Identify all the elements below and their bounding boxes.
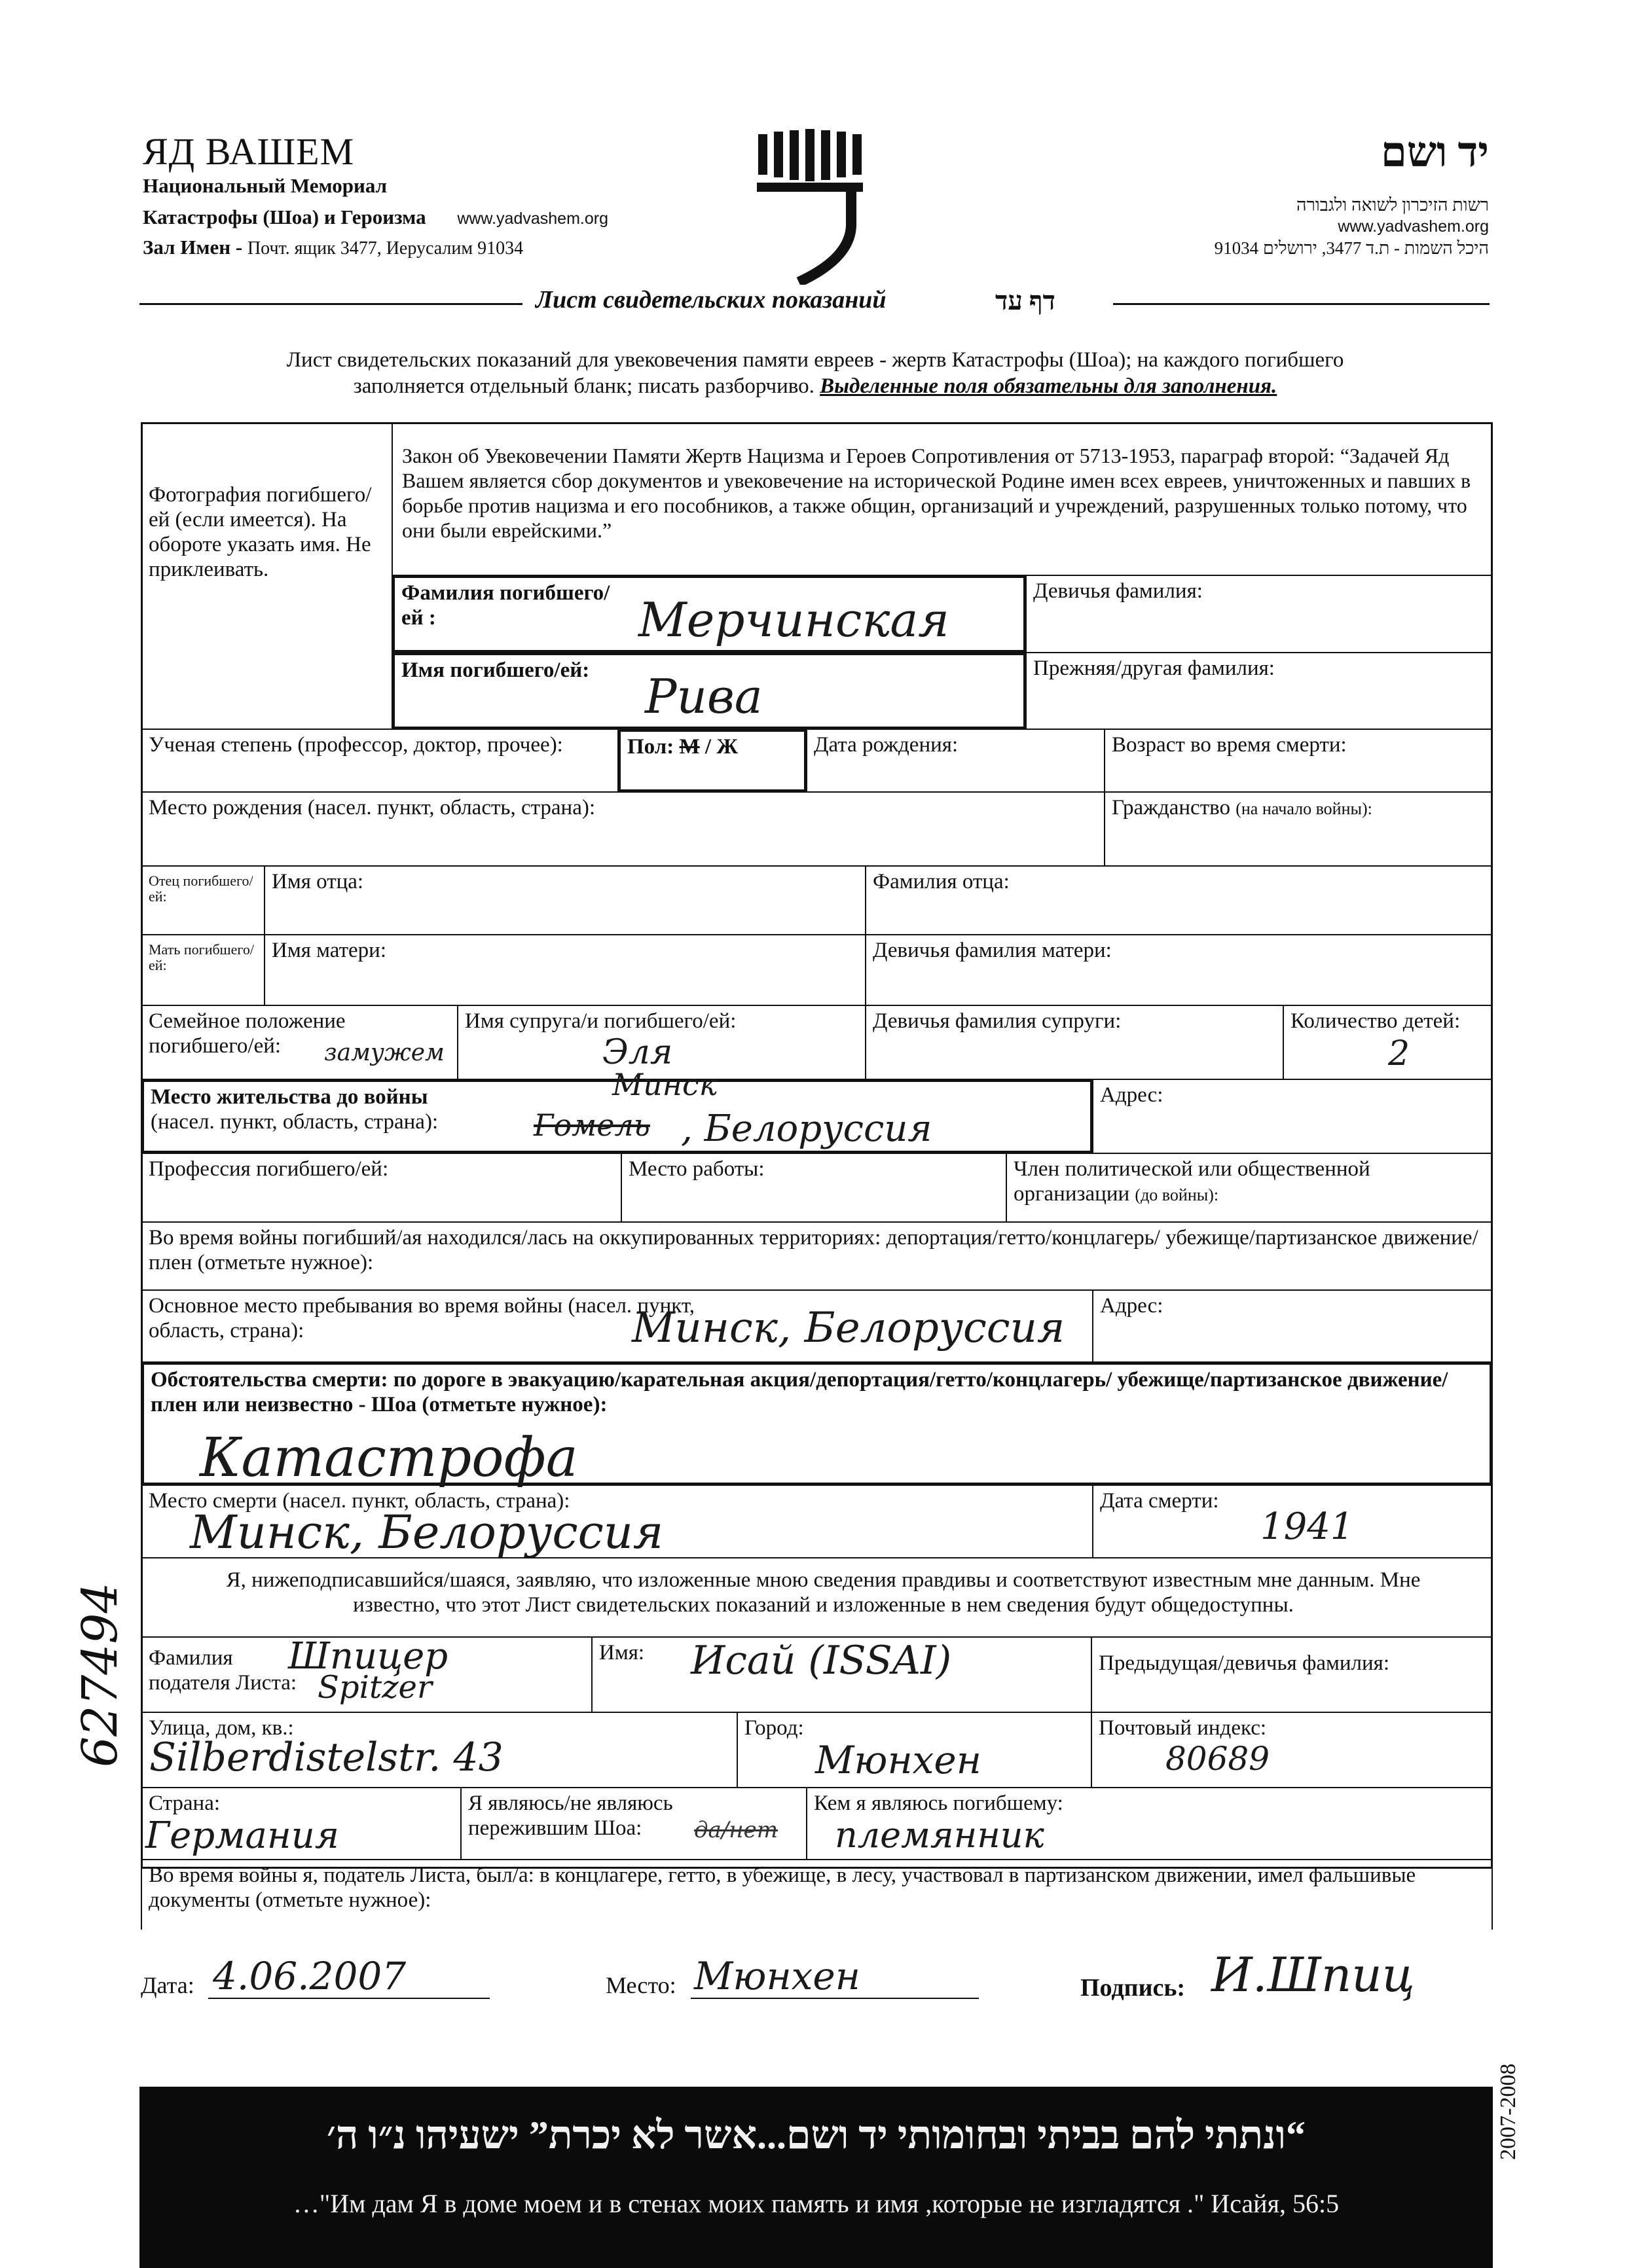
death-date-value: 1941 xyxy=(1260,1505,1354,1548)
first-name-label: Имя погибшего/ей: xyxy=(401,658,590,682)
mother-name-field[interactable]: Имя матери: xyxy=(264,934,866,1006)
signature-label: Подпись: xyxy=(1080,1974,1186,2002)
wartime-address-field[interactable]: Адрес: xyxy=(1092,1289,1493,1363)
date-label: Дата: xyxy=(141,1972,194,1998)
yad-vashem-title-he: יד ושם xyxy=(1380,129,1489,175)
sheet-title-he: דף עד xyxy=(995,286,1055,315)
mother-side-label: Мать погибшего/ ей: xyxy=(141,934,265,1006)
father-name-field[interactable]: Имя отца: xyxy=(264,865,866,935)
sex-female: / Ж xyxy=(705,735,738,759)
zip-field[interactable]: Почтовый индекс: xyxy=(1091,1712,1493,1788)
memorial-line-2-text: Катастрофы (Шоа) и Героизма xyxy=(143,206,426,228)
postal-address-ru: Почт. ящик 3477, Иерусалим 91034 xyxy=(247,238,524,259)
country-value: Германия xyxy=(145,1814,339,1857)
residence-value-struck: Гомель xyxy=(534,1107,650,1143)
birthplace-field[interactable]: Место рождения (насел. пункт, область, страна): xyxy=(141,791,1105,867)
intro-line-2-text: заполняется отдельный бланк; писать разборчиво. xyxy=(353,374,814,398)
organization-member-label: Член политической или общественной организации xyxy=(1014,1157,1370,1206)
website-ru: www.yadvashem.org xyxy=(457,209,608,228)
age-at-death-field[interactable]: Возраст во время смерти: xyxy=(1104,729,1493,793)
required-note: Выделенные поля обязательны для заполнения. xyxy=(820,374,1277,398)
father-surname-field[interactable]: Фамилия отца: xyxy=(865,865,1493,935)
memorial-line-he-1: רשות הזיכרון לשואה ולגבורה xyxy=(1296,195,1489,215)
law-text: Закон об Увековечении Памяти Жертв Нацизма и Героев Сопротивления от 5713-1953, параграф второй: “Задачей Яд Вашем является сбор документов и увековечение на исторической Родине имен всех евреев, уничтоженных и павших в борьбе против нацизма и его пособников, а также общин, организаций и учреждений, разрушенных только потому, что они были еврейскими.” xyxy=(392,422,1493,576)
residence-label: Место жительства до войны xyxy=(151,1085,428,1109)
quote-russian: …"Им дам Я в доме моем и в стенах моих память и имя ,которые не изгладятся ." Исайя, 56:5 xyxy=(293,2189,1340,2218)
spouse-name-field[interactable]: Имя супруга/и погибшего/ей: xyxy=(457,1005,866,1080)
father-side-label: Отец погибшего/ ей: xyxy=(141,865,265,935)
quote-hebrew: “ונתתי להם בביתי ובחומותי יד ושם...אשר לא יכרת” ישעיהו נ״ו ה׳ xyxy=(327,2114,1306,2157)
maiden-name-field[interactable]: Девичья фамилия: xyxy=(1025,575,1493,653)
citizenship-note: (на начало войны): xyxy=(1235,799,1372,818)
sheet-title: Лист свидетельских показаний xyxy=(536,286,887,314)
death-place-field[interactable]: Место смерти (насел. пункт, область, страна): xyxy=(141,1485,1093,1558)
marital-status-value: замужем xyxy=(324,1039,445,1066)
children-count-field[interactable]: Количество детей: xyxy=(1283,1005,1493,1080)
residence-address-field[interactable]: Адрес: xyxy=(1092,1079,1493,1154)
street-field[interactable]: Улица, дом, кв.: xyxy=(141,1712,738,1788)
sex-label: Пол: xyxy=(627,735,674,759)
submitter-surname-value: Шпицер xyxy=(288,1635,448,1678)
zip-value: 80689 xyxy=(1165,1740,1270,1778)
memorial-line-2 xyxy=(143,206,608,229)
street-value: Silberdistelstr. 43 xyxy=(149,1735,503,1780)
place-label: Место: xyxy=(606,1972,676,1998)
death-circumstances-options: по дороге в эвакуацию/карательная акция/депортация/гетто/концлагерь/ убежище/партизанское движение/плен или неизвестно - Шоа (отметьте нужное): xyxy=(151,1368,1448,1416)
website-he: www.yadvashem.org xyxy=(1338,217,1489,236)
yad-vashem-logo-icon xyxy=(753,128,868,285)
death-circumstances-value: Катастрофа xyxy=(200,1427,578,1489)
surname-value: Мерчинская xyxy=(638,592,949,647)
memorial-line-he-3: היכל השמות - ת.ד 3477, ירושלים 91034 xyxy=(1214,238,1489,258)
city-value: Мюнхен xyxy=(815,1738,981,1782)
sex-field[interactable] xyxy=(617,729,807,793)
submitter-name-field[interactable]: Имя: xyxy=(591,1636,1092,1713)
marital-status-field[interactable]: Семейное положение погибшего/ей: xyxy=(141,1005,458,1080)
submitter-surname-latin: Spitzer xyxy=(318,1669,432,1706)
first-name-value: Рива xyxy=(645,669,763,724)
date-value[interactable]: 4.06.2007 xyxy=(213,1954,407,1998)
death-circumstances-label: Обстоятельства смерти: xyxy=(151,1368,388,1392)
spouse-maiden-field[interactable]: Девичья фамилия супруги: xyxy=(865,1005,1284,1080)
memorial-line-3 xyxy=(143,236,523,259)
city-field[interactable]: Город: xyxy=(737,1712,1092,1788)
organization-member-note: (до войны): xyxy=(1135,1185,1219,1204)
title-rule-right xyxy=(1113,303,1490,305)
residence-value: , Белоруссия xyxy=(681,1107,932,1150)
residence-sublabel: (насел. пункт, область, страна): xyxy=(151,1110,439,1134)
intro-text xyxy=(177,347,1454,399)
wartime-place-value: Минск, Белоруссия xyxy=(632,1304,1065,1352)
surname-label: Фамилия погибшего/ей : xyxy=(401,581,610,630)
declaration-text: Я, нижеподписавшийся/шаяся, заявляю, что изложенные мною сведения правдивы и соответствуют известным мне данным. Мне известно, что этот Лист свидетельских показаний и изложенные в нем сведения будут общедоступны. xyxy=(141,1557,1493,1638)
title-rule-left xyxy=(139,303,522,305)
photo-box[interactable]: Фотография погибшего/ей (если имеется). На обороте указать имя. Не приклеивать. xyxy=(141,422,393,730)
submitter-wartime-field[interactable]: Во время войны я, податель Листа, был/а: в концлагере, гетто, в убежище, в лесу, участвовал в партизанском движении, имел фальшивые документы (отметьте нужное): xyxy=(141,1859,1493,1930)
profession-field[interactable]: Профессия погибшего/ей: xyxy=(141,1153,622,1223)
citizenship-field[interactable] xyxy=(1104,791,1493,867)
intro-line-2 xyxy=(177,373,1454,399)
submitter-name-value: Исай (ISSAI) xyxy=(691,1638,952,1683)
death-date-field[interactable]: Дата смерти: xyxy=(1092,1485,1493,1558)
country-field[interactable]: Страна: xyxy=(141,1787,462,1860)
relation-value: племянник xyxy=(835,1814,1044,1856)
quote-banner xyxy=(139,2087,1493,2268)
place-value[interactable]: Мюнхен xyxy=(694,1954,860,1998)
registration-number: 627494 xyxy=(72,1582,128,1767)
sex-male-struck: М xyxy=(679,735,700,759)
residence-value-top: Минск xyxy=(612,1067,718,1102)
hall-of-names-label: Зал Имен - xyxy=(143,236,243,259)
children-count-value: 2 xyxy=(1388,1034,1410,1073)
intro-line-1: Лист свидетельских показаний для увековечения памяти евреев - жертв Катастрофы (Шоа); на каждого погибшего xyxy=(286,348,1344,372)
spouse-name-value: Эля xyxy=(602,1033,673,1072)
birth-date-field[interactable]: Дата рождения: xyxy=(806,729,1105,793)
other-surname-field[interactable]: Прежняя/другая фамилия: xyxy=(1025,652,1493,730)
citizenship-label: Гражданство xyxy=(1112,796,1230,819)
survivor-field[interactable]: Я являюсь/не являюсь пережившим Шоа: xyxy=(460,1787,807,1860)
degree-field[interactable]: Ученая степень (профессор, доктор, прочее): xyxy=(141,729,619,793)
submitter-prev-name-field[interactable]: Предыдущая/девичья фамилия: xyxy=(1091,1636,1493,1713)
form-edition-year: 2007-2008 xyxy=(1496,2063,1520,2160)
submitter-surname-label: Фамилия подателя Листа: xyxy=(149,1646,297,1695)
wartime-status-field[interactable]: Во время войны погибший/ая находился/лась на оккупированных территориях: депортация/гетто/концлагерь/ убежище/партизанское движение/плен (отметьте нужное): xyxy=(141,1221,1493,1291)
mother-maiden-field[interactable]: Девичья фамилия матери: xyxy=(865,934,1493,1006)
wartime-place-field[interactable]: Основное место пребывания во время войны (насел. пункт, область, страна): xyxy=(141,1289,1093,1363)
death-place-value: Минск, Белоруссия xyxy=(190,1505,664,1559)
signature-value[interactable]: И.Шпиц xyxy=(1211,1947,1415,2002)
workplace-field[interactable]: Место работы: xyxy=(621,1153,1007,1223)
yad-vashem-title-ru: ЯД ВАШЕМ xyxy=(143,130,355,173)
relation-field[interactable]: Кем я являюсь погибшему: xyxy=(806,1787,1493,1860)
organization-member-field[interactable] xyxy=(1006,1153,1493,1223)
memorial-line-1: Национальный Мемориал xyxy=(143,174,388,197)
survivor-value: да/нет xyxy=(694,1817,778,1843)
